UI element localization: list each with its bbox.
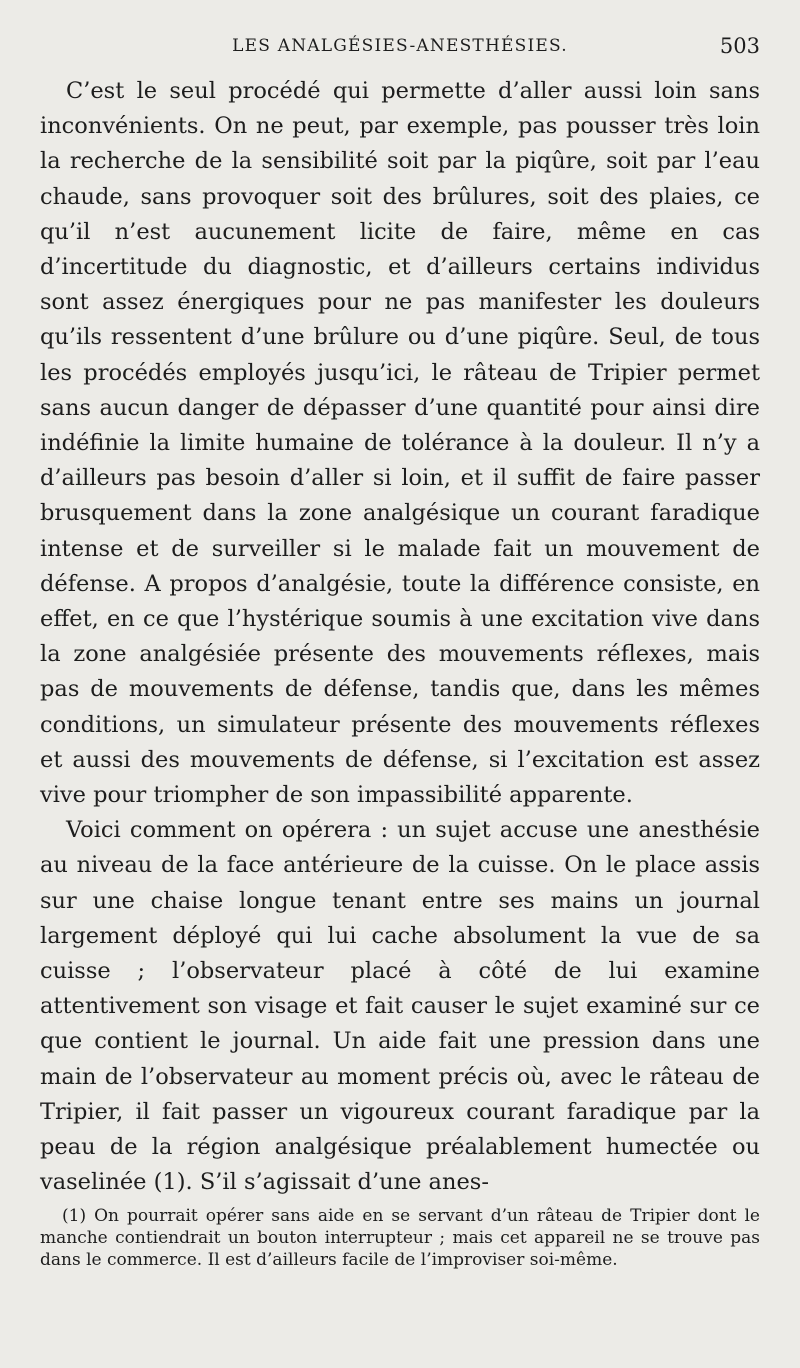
running-header bbox=[40, 34, 760, 62]
paragraph: C’est le seul procédé qui permette d’aller aussi loin sans inconvénients. On ne peut, par exemple, pas pousser très loin la recherche de la sensibilité soit par la piqûre, soit par l’eau chaude, sans provoquer soit des brûlures, soit des plaies, ce qu’il n’est aucunement licite de faire, même en cas d’incertitude du diagnostic, et d’ailleurs certains individus sont assez énergiques pour ne pas manifester les douleurs qu’ils ressentent d’une brûlure ou d’une piqûre. Seul, de tous les procédés employés jusqu’ici, le râteau de Tripier permet sans aucun danger de dépasser d’une quantité pour ainsi dire indéfinie la limite humaine de tolérance à la douleur. Il n’y a d’ailleurs pas besoin d’aller si loin, et il suffit de faire passer brusquement dans la zone analgésique un courant faradique intense et de surveiller si le malade fait un mouvement de défense. A propos d’analgésie, toute la différence consiste, en effet, en ce que l’hystérique soumis à une excitation vive dans la zone analgésiée présente des mouvements réflexes, mais pas de mouvements de défense, tandis que, dans les mêmes conditions, un simulateur présente des mouvements réflexes et aussi des mouvements de défense, si l’excitation est assez vive pour triompher de son impassibilité apparente. bbox=[40, 78, 760, 809]
footnote-text: (1) On pourrait opérer sans aide en se servant d’un râteau de Tripier dont le manche contiendrait un bouton interrupteur ; mais cet appareil ne se trouve pas dans le commerce. Il est d’ailleurs facile de l’improviser soi-même. bbox=[40, 1205, 760, 1270]
page-number: 503 bbox=[719, 34, 760, 58]
paragraph: Voici comment on opérera : un sujet accuse une anesthésie au niveau de la face antérieure de la cuisse. On le place assis sur une chaise longue tenant entre ses mains un journal largement déployé qui lui cache absolument la vue de sa cuisse ; l’observateur placé à côté de lui examine attentivement son visage et fait causer le sujet examiné sur ce que contient le journal. Un aide fait une pression dans une main de l’observateur au moment précis où, avec le râteau de Tripier, il fait passer un vigoureux courant faradique par la peau de la région analgésique préalablement humectée ou vaselinée (1). S’il s’agissait d’une anes- bbox=[40, 817, 760, 1196]
body-text bbox=[40, 74, 760, 1201]
footnote bbox=[40, 1205, 760, 1271]
running-title: LES ANALGÉSIES-ANESTHÉSIES. bbox=[232, 36, 568, 56]
